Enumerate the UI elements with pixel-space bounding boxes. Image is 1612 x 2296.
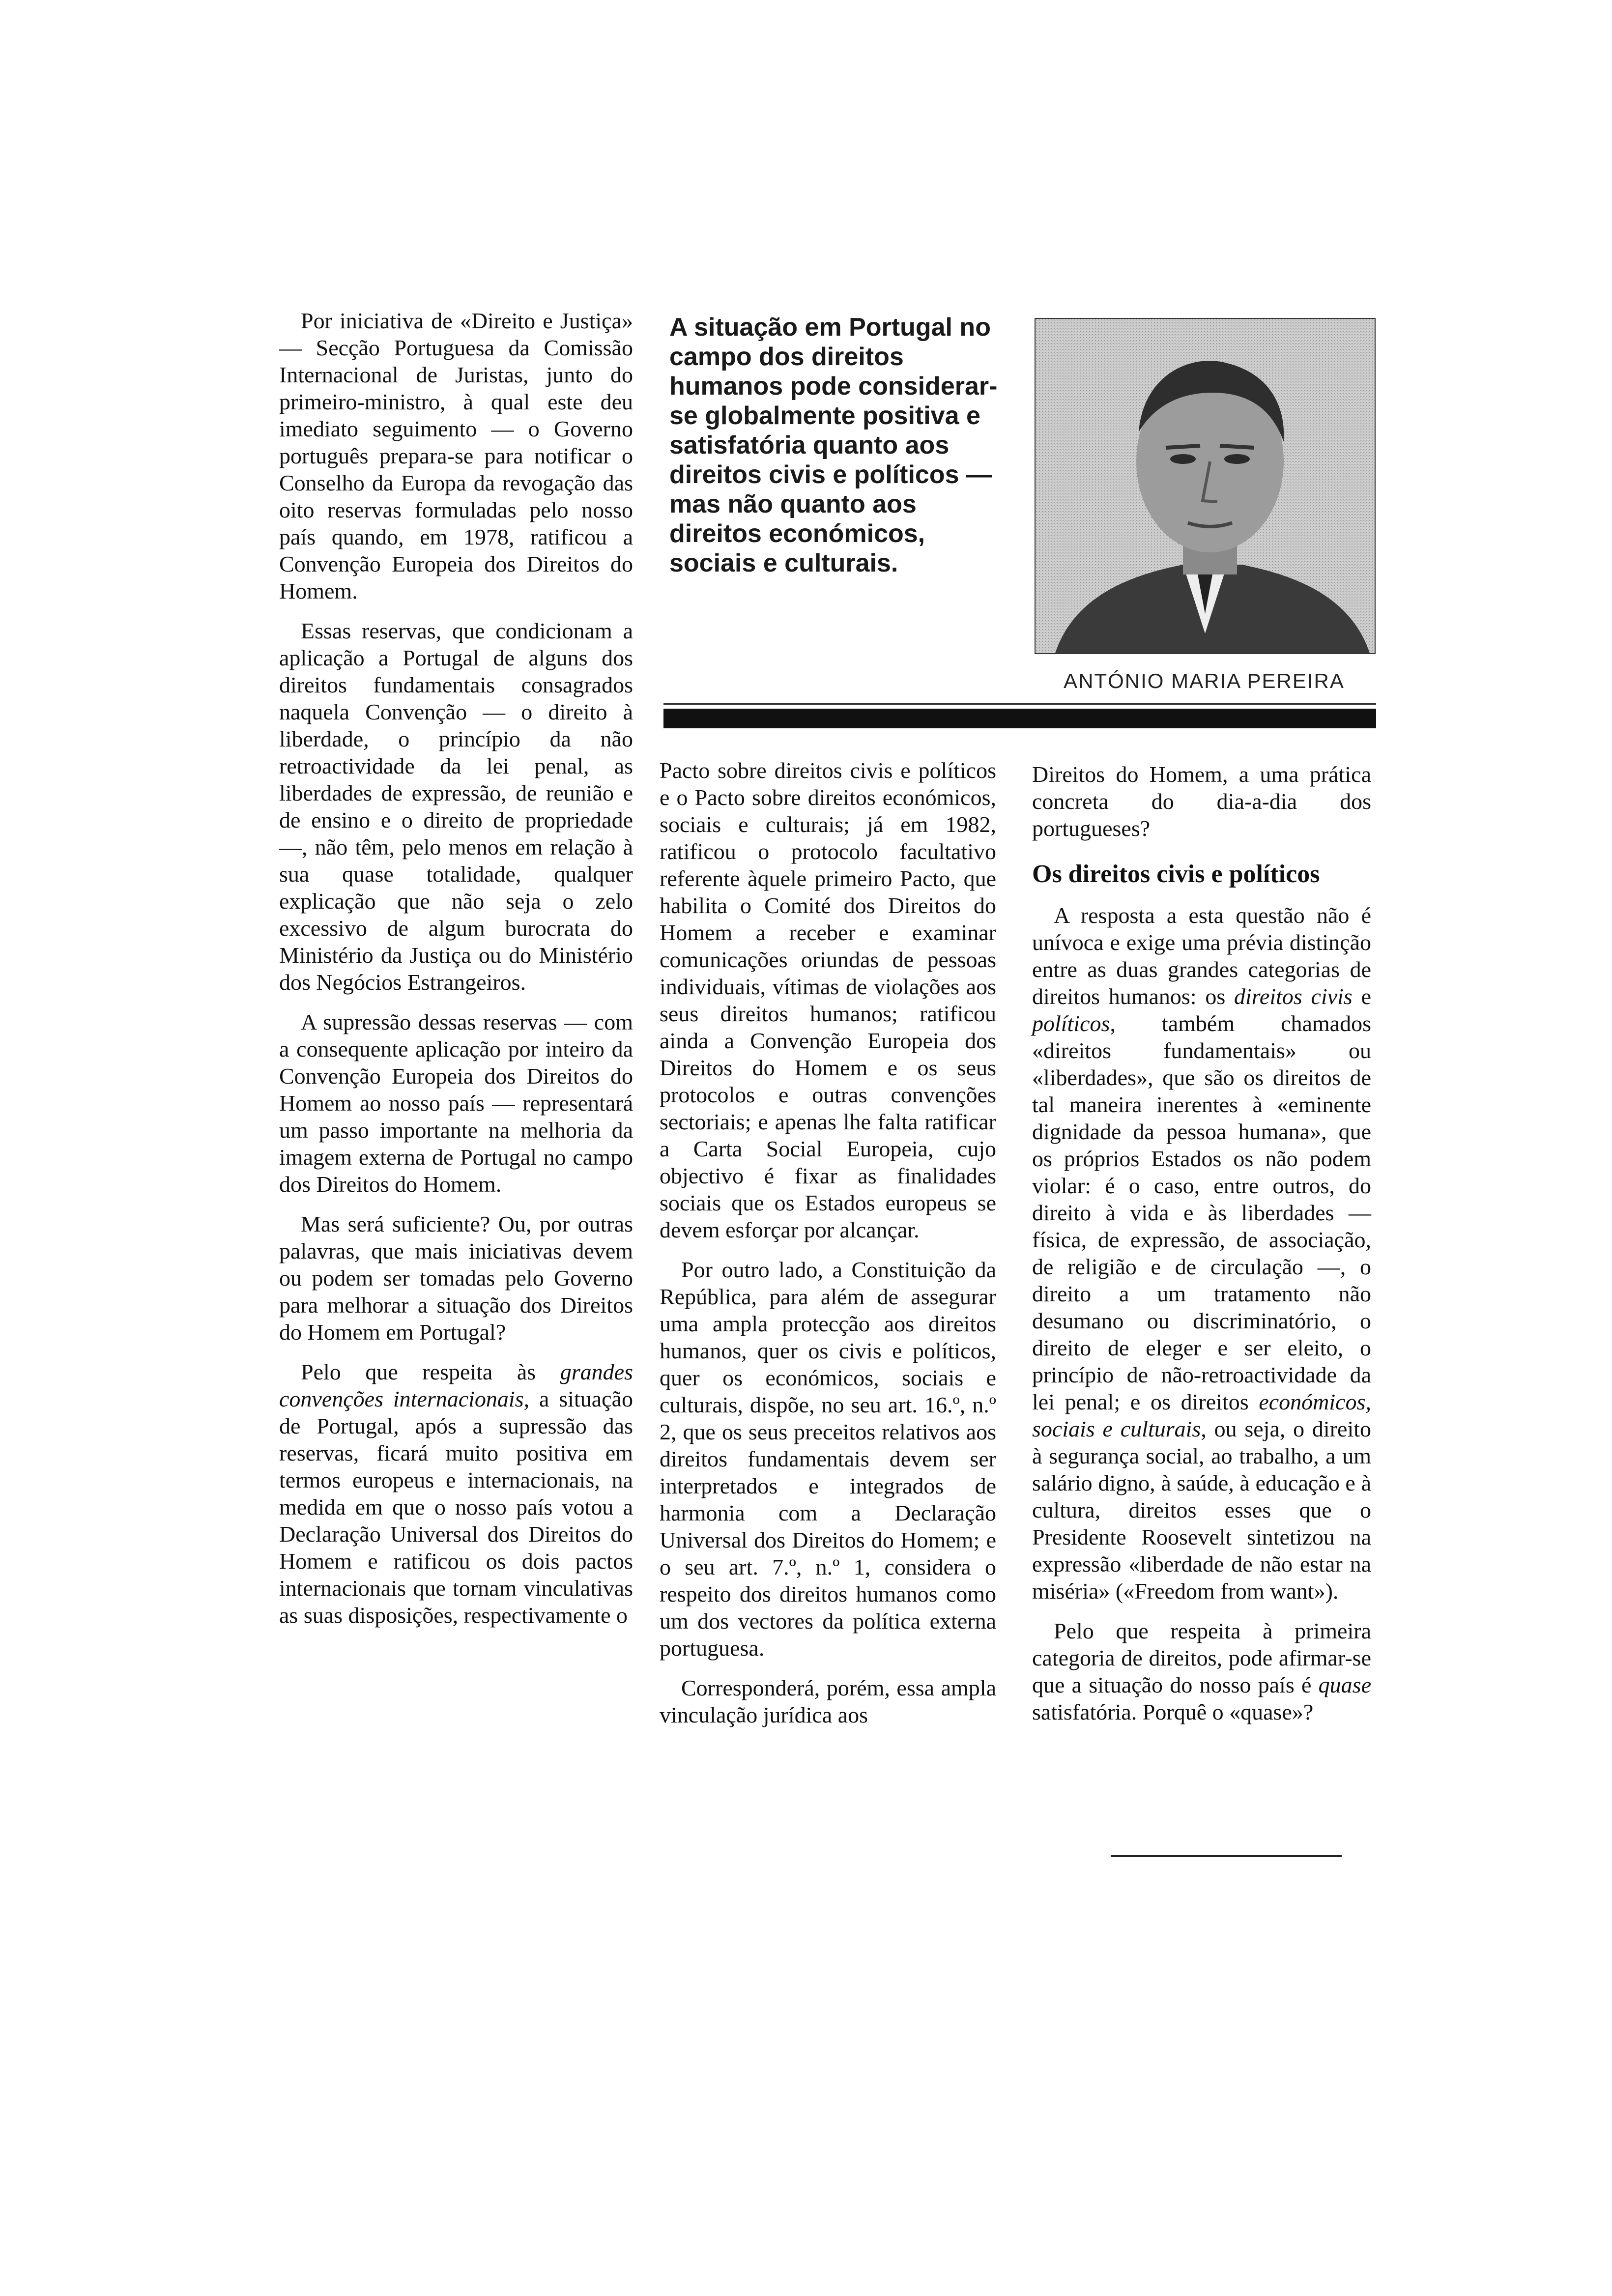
article-column-1	[279, 307, 633, 1641]
divider-bar	[663, 709, 1376, 728]
end-rule	[1111, 1855, 1342, 1857]
portrait-image	[1036, 319, 1375, 653]
paragraph: Essas reservas, que condicionam a aplicação a Portugal de alguns dos direitos fundamentais consagrados naquela Convenção — o direito à liberdade, o princípio da não retroactividade da lei penal, as liberdades de expressão, de reunião e de ensino e o direito de propriedade —, não têm, pelo menos em relação à sua quase totalidade, qualquer explicação que não seja o zelo excessivo de algum burocrata do Ministério da Justiça ou do Ministério dos Negócios Estrangeiros.	[279, 618, 633, 995]
text-span: A resposta a esta questão não é unívoca e exige uma prévia distinção entre as duas grandes categorias de direitos humanos: os	[1032, 903, 1371, 1009]
paragraph: A supressão dessas reservas — com a consequente aplicação por inteiro da Convenção Europeia dos Direitos do Homem ao nosso país — representará um passo importante na melhoria da imagem externa de Portugal no campo dos Direitos do Homem.	[279, 1009, 633, 1197]
paragraph: Direitos do Homem, a uma prática concreta do dia-a-dia dos portugueses?	[1032, 762, 1371, 841]
paragraph: Mas será suficiente? Ou, por outras palavras, que mais iniciativas devem ou podem ser tomadas pelo Governo para melhorar a situação dos Direitos do Homem em Portugal?	[279, 1211, 633, 1345]
author-photo	[1035, 318, 1376, 654]
emphasis: grandes convenções internacionais	[279, 1359, 633, 1411]
paragraph: Pacto sobre direitos civis e políticos e o Pacto sobre direitos económicos, sociais e culturais; já em 1982, ratificou o protocolo facultativo referente àquele primeiro Pacto, que habilita o Comité dos Direitos do Homem a receber e examinar comunicações oriundas de pessoas individuais, vítimas de violações aos seus direitos humanos; ratificou ainda a Convenção Europeia dos Direitos do Homem e os seus protocolos e outras convenções sectoriais; e apenas lhe falta ratificar a Carta Social Europeia, cujo objectivo é fixar as finalidades sociais que os Estados europeus se devem esforçar por alcançar.	[660, 758, 996, 1242]
emphasis: direitos civis	[1234, 984, 1353, 1009]
paragraph: Por outro lado, a Constituição da República, para além de assegurar uma ampla protecção aos direitos humanos, quer os civis e políticos, quer os económicos, sociais e culturais, dispõe, no seu art. 16.º, n.º 2, que os seus preceitos relativos aos direitos fundamentais devem ser interpretados e integrados de harmonia com a Declaração Universal dos Direitos do Homem; e o seu art. 7.º, n.º 1, considera o respeito dos direitos humanos como um dos vectores da política externa portuguesa.	[660, 1257, 996, 1661]
article-column-2	[660, 757, 996, 1741]
text-span: , também chamados «direitos fundamentais» ou «liberdades», que são os direitos de tal maneira inerentes à «eminente dignidade da pessoa humana», que os próprios Estados os não podem violar: é o caso, entre outros, do direito à vida e às liberdades — física, de expressão, de associação, de religião e de circulação —, o direito a um tratamento não desumano ou discriminatório, o direito de eleger e ser eleito, o princípio de não-retroactividade da lei penal; e os direitos	[1032, 1011, 1371, 1414]
paragraph: Por iniciativa de «Direito e Justiça» — Secção Portuguesa da Comissão Internacional de Juristas, junto do primeiro-ministro, à qual este deu imediato seguimento — o Governo português prepara-se para notificar o Conselho da Europa da revogação das oito reservas formuladas pelo nosso país quando, em 1978, ratificou a Convenção Europeia dos Direitos do Homem.	[279, 308, 633, 603]
emphasis: políticos	[1032, 1011, 1110, 1036]
divider-rule	[663, 703, 1376, 705]
paragraph	[1032, 1617, 1371, 1725]
text-span: Pelo que respeita às	[301, 1359, 560, 1384]
text-span: , ou seja, o direito à segurança social, ao trabalho, a um salário digno, à saúde, à educação e à cultura, direitos esses que o Presidente Roosevelt sintetizou na expressão «liberdade de não estar na miséria» («Freedom from want»).	[1032, 1416, 1371, 1604]
emphasis: económicos, sociais e culturais	[1032, 1389, 1371, 1441]
article-column-3	[1032, 761, 1371, 1738]
paragraph	[279, 1358, 633, 1629]
section-subheading: Os direitos civis e políticos	[1032, 860, 1320, 888]
article-lead: A situação em Portugal no campo dos direitos humanos pode considerar-se globalmente positiva e satisfatória quanto aos direitos civis e políticos — mas não quanto aos direitos económicos, sociais e culturais.	[669, 313, 998, 577]
paragraph	[1032, 902, 1371, 1605]
photo-caption: ANTÓNIO MARIA PEREIRA	[1064, 669, 1345, 692]
text-span: e	[1352, 984, 1371, 1009]
paragraph: Corresponderá, porém, essa ampla vinculação jurídica aos	[660, 1675, 996, 1727]
text-span: Pelo que respeita à primeira categoria de direitos, pode afirmar-se que a situação do nosso país é	[1032, 1618, 1371, 1697]
text-span: , a situação de Portugal, após a supressão das reservas, ficará muito positiva em termos europeus e internacionais, na medida em que o nosso país votou a Declaração Universal dos Direitos do Homem e ratificou os dois pactos internacionais que tornam vinculativas as suas disposições, respectivamente o	[279, 1386, 633, 1628]
emphasis: quase	[1318, 1672, 1371, 1697]
text-span: satisfatória. Porquê o «quase»?	[1032, 1699, 1314, 1724]
